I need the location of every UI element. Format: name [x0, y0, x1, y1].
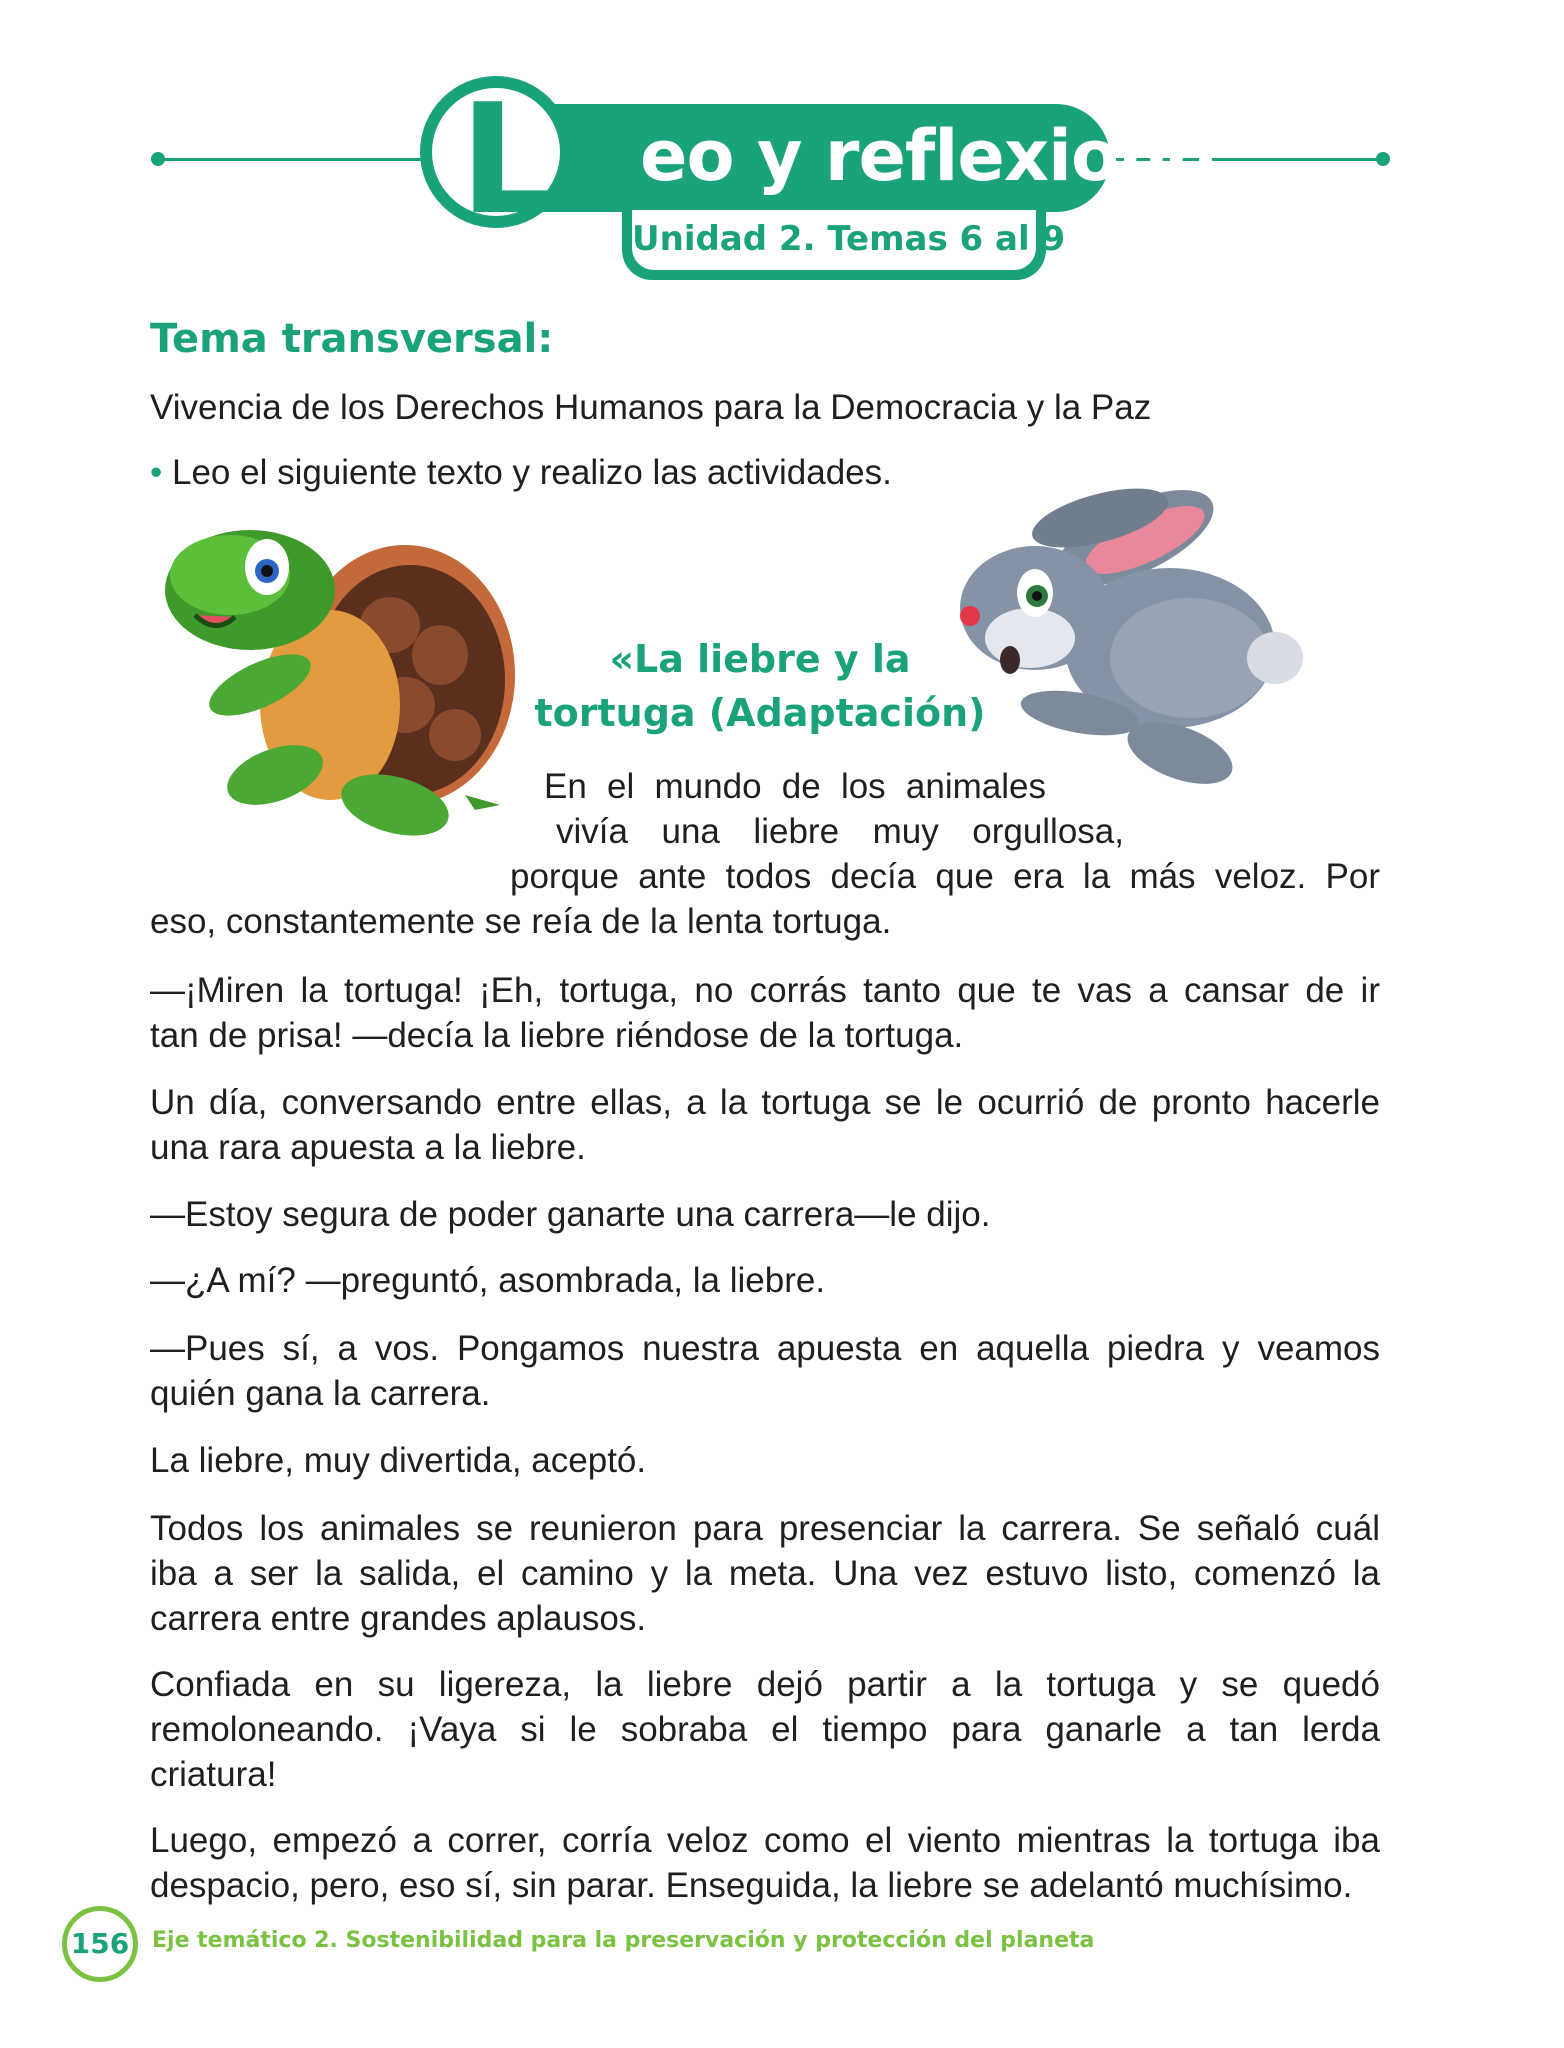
story-paragraph-8: [150, 1506, 1380, 1641]
story-line: quién gana la carrera.: [150, 1374, 491, 1413]
story-line: Todos los animales se reunieron para presenciar la carrera. Se señaló cuál: [150, 1509, 1380, 1548]
story-line: criatura!: [150, 1755, 277, 1794]
story-line: tan de prisa! —decía la liebre riéndose de la tortuga.: [150, 1016, 964, 1055]
tema-text: Vivencia de los Derechos Humanos para la Democracia y la Paz: [150, 388, 1152, 427]
story-line: Confiada en su ligereza, la liebre dejó partir a la tortuga y se quedó: [150, 1665, 1380, 1704]
story-line: La liebre, muy divertida, aceptó.: [150, 1441, 647, 1480]
title-initial-letter: L: [459, 71, 557, 248]
story-paragraph-10: [150, 1818, 1380, 1908]
story-line: —Pues sí, a vos. Pongamos nuestra apuesta en aquella piedra y veamos: [150, 1329, 1380, 1368]
story-paragraph-3: [150, 1080, 1380, 1170]
story-paragraph-4: [150, 1192, 1380, 1237]
story-paragraph-5: [150, 1258, 1380, 1303]
story-line: iba a ser la salida, el camino y la meta. Una vez estuvo listo, comenzó la: [150, 1554, 1380, 1593]
subtitle-text: Unidad 2. Temas 6 al 9: [632, 210, 1036, 270]
header-dot-right: [1376, 152, 1390, 166]
bullet-icon: •: [150, 453, 163, 492]
story-line: Luego, empezó a correr, corría veloz como el viento mientras la tortuga iba: [150, 1821, 1380, 1860]
title-banner: [548, 104, 1215, 212]
page-number: 156: [62, 1906, 138, 1982]
header-dot-left: [151, 152, 165, 166]
story-line: —¿A mí? —preguntó, asombrada, la liebre.: [150, 1261, 826, 1300]
story-line: eso, constantemente se reía de la lenta tortuga.: [150, 902, 892, 941]
footer-text: Eje temático 2. Sostenibilidad para la preservación y protección del planeta: [152, 1928, 1095, 1953]
story-line: carrera entre grandes aplausos.: [150, 1599, 647, 1638]
subtitle-badge: [622, 210, 1066, 280]
story-title-line-2: tortuga (Adaptación): [534, 691, 986, 735]
story-line: En el mundo de los animales: [544, 767, 1046, 806]
story-title-line-1: «La liebre y la: [609, 637, 911, 681]
story-paragraph-1: [150, 764, 1380, 944]
story-line: —¡Miren la tortuga! ¡Eh, tortuga, no corrás tanto que te vas a cansar de ir: [150, 971, 1380, 1010]
story-paragraph-9: [150, 1662, 1380, 1797]
instruction-text: Leo el siguiente texto y realizo las actividades.: [162, 453, 892, 492]
story-paragraph-6: [150, 1326, 1380, 1416]
tema-heading: Tema transversal:: [150, 316, 554, 362]
story-title: [500, 632, 1020, 740]
story-line: una rara apuesta a la liebre.: [150, 1128, 586, 1167]
story-paragraph-7: [150, 1438, 1380, 1483]
story-line: remoloneando. ¡Vaya si le sobraba el tiempo para ganarle a tan lerda: [150, 1710, 1380, 1749]
header-line-left: [158, 158, 428, 161]
story-line: vivía una liebre muy orgullosa,: [556, 812, 1124, 851]
story-paragraph-2: [150, 968, 1380, 1058]
story-line: despacio, pero, eso sí, sin parar. Enseguida, la liebre se adelantó muchísimo.: [150, 1866, 1353, 1905]
story-line: porque ante todos decía que era la más veloz. Por: [510, 857, 1380, 896]
story-line: —Estoy segura de poder ganarte una carrera—le dijo.: [150, 1195, 991, 1234]
title-text: eo y reflexiono: [640, 115, 1215, 197]
title-initial-badge: [420, 71, 572, 248]
story-line: Un día, conversando entre ellas, a la tortuga se le ocurrió de pronto hacerle: [150, 1083, 1380, 1122]
